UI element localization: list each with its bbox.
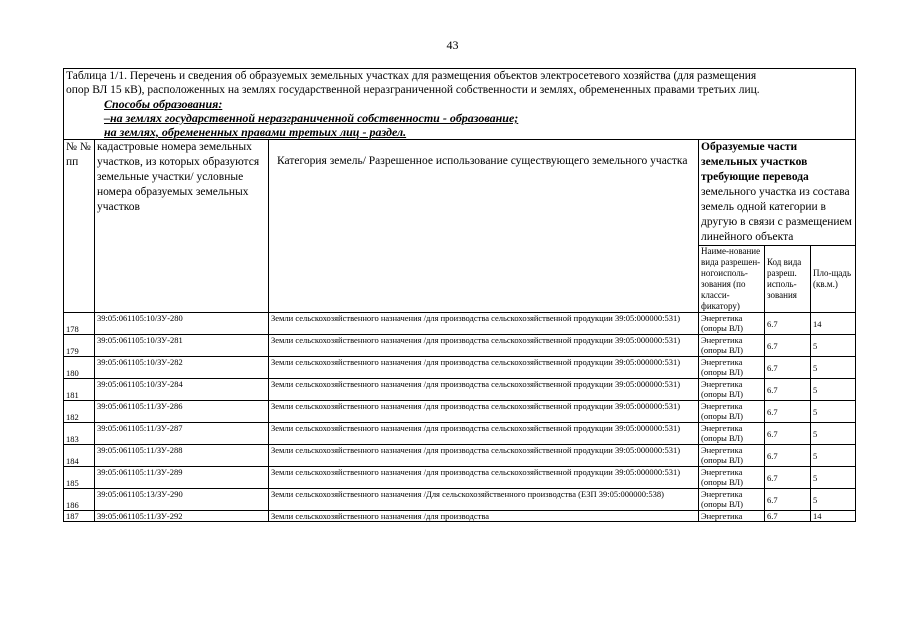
row-usage-name: Энергетика (опоры ВЛ) [699,335,765,357]
row-land-category: Земли сельскохозяйственного назначения /для производства сельскохозяйственной продукции 39:05:000000:531) [269,313,699,335]
row-usage-code: 6.7 [765,313,811,335]
row-usage-name: Энергетика (опоры ВЛ) [699,467,765,489]
row-land-category: Земли сельскохозяйственного назначения /для производства сельскохозяйственной продукции 39:05:000000:531) [269,401,699,423]
row-area: 14 [811,313,856,335]
row-number: 182 [64,401,95,423]
table-row [64,467,856,489]
column-header-row [64,140,856,246]
table-row [64,489,856,511]
land-plots-table-sheet [63,68,855,522]
row-number: 178 [64,313,95,335]
sub-header-usage-name: Наиме-нование вида разрешен-ногоисполь-зования (по класси-фикатору) [699,246,765,313]
sub-header-area: Пло-щадь (кв.м.) [811,246,856,313]
table-row [64,335,856,357]
table-title-line-2: опор ВЛ 15 кВ), расположенных на землях государственной неразграниченной собственности и землях, обремененных правами третьих лиц. [66,84,760,96]
method-division: на землях, обремененных правами третьих лиц - раздел. [104,125,407,139]
header-land-category: Категория земель/ Разрешенное использование существующего земельного участка [269,140,699,313]
table-row [64,423,856,445]
table-row [64,379,856,401]
row-cadastral-number: 39:05:061105:11/ЗУ-286 [95,401,269,423]
sub-header-usage-code: Код вида разреш. исполь-зования [765,246,811,313]
row-number: 186 [64,489,95,511]
table-title-cell [64,69,856,140]
table-row [64,511,856,522]
table-row [64,357,856,379]
row-number: 183 [64,423,95,445]
row-usage-code: 6.7 [765,511,811,522]
row-usage-code: 6.7 [765,379,811,401]
table-row [64,445,856,467]
row-usage-code: 6.7 [765,357,811,379]
header-cadastral-numbers: кадастровые номера земельных участков, из которых образуются земельные участки/ условные номера образуемых земельных участков [95,140,269,313]
row-usage-name: Энергетика [699,511,765,522]
header-formed-parts [699,140,856,246]
row-usage-name: Энергетика (опоры ВЛ) [699,313,765,335]
table-row [64,401,856,423]
row-land-category: Земли сельскохозяйственного назначения /Для сельскохозяйственного производства (ЕЗП 39:05:000000:538) [269,489,699,511]
row-usage-name: Энергетика (опоры ВЛ) [699,489,765,511]
header-formed-parts-rest: земельного участка из состава земель одной категории в другую в связи с размещением линейного объекта [701,186,852,243]
row-land-category: Земли сельскохозяйственного назначения /для производства сельскохозяйственной продукции 39:05:000000:531) [269,357,699,379]
row-cadastral-number: 39:05:061105:11/ЗУ-292 [95,511,269,522]
row-land-category: Земли сельскохозяйственного назначения /для производства сельскохозяйственной продукции 39:05:000000:531) [269,423,699,445]
row-usage-name: Энергетика (опоры ВЛ) [699,379,765,401]
row-number: 185 [64,467,95,489]
row-number: 181 [64,379,95,401]
row-cadastral-number: 39:05:061105:11/ЗУ-288 [95,445,269,467]
row-cadastral-number: 39:05:061105:10/ЗУ-281 [95,335,269,357]
row-cadastral-number: 39:05:061105:11/ЗУ-289 [95,467,269,489]
row-cadastral-number: 39:05:061105:13/ЗУ-290 [95,489,269,511]
row-number: 180 [64,357,95,379]
header-number: № № пп [64,140,95,313]
row-usage-name: Энергетика (опоры ВЛ) [699,445,765,467]
row-usage-code: 6.7 [765,423,811,445]
table-body [64,313,856,522]
row-area: 5 [811,357,856,379]
row-usage-code: 6.7 [765,445,811,467]
row-cadastral-number: 39:05:061105:10/ЗУ-280 [95,313,269,335]
row-cadastral-number: 39:05:061105:10/ЗУ-284 [95,379,269,401]
row-number: 184 [64,445,95,467]
table-title-line-1: Таблица 1/1. Перечень и сведения об образуемых земельных участках для размещения объектов электросетевого хозяйства (для размещения [66,70,757,82]
row-land-category: Земли сельскохозяйственного назначения /для производства сельскохозяйственной продукции 39:05:000000:531) [269,467,699,489]
row-usage-code: 6.7 [765,335,811,357]
row-number: 179 [64,335,95,357]
row-area: 5 [811,423,856,445]
header-formed-parts-bold: Образуемые части земельных участков требующие перевода [701,141,809,183]
row-area: 5 [811,467,856,489]
row-land-category: Земли сельскохозяйственного назначения /для производства сельскохозяйственной продукции 39:05:000000:531) [269,445,699,467]
row-usage-name: Энергетика (опоры ВЛ) [699,423,765,445]
land-plots-table [63,68,856,522]
row-area: 5 [811,401,856,423]
methods-heading: Способы образования: [104,97,223,111]
row-land-category: Земли сельскохозяйственного назначения /для производства [269,511,699,522]
row-usage-code: 6.7 [765,467,811,489]
row-cadastral-number: 39:05:061105:10/ЗУ-282 [95,357,269,379]
method-formation: –на землях государственной неразграниченной собственности - образование; [104,111,519,125]
row-number: 187 [64,511,95,522]
row-usage-name: Энергетика (опоры ВЛ) [699,401,765,423]
row-land-category: Земли сельскохозяйственного назначения /для производства сельскохозяйственной продукции 39:05:000000:531) [269,335,699,357]
table-row [64,313,856,335]
table-title-row [64,69,856,140]
row-area: 14 [811,511,856,522]
row-area: 5 [811,335,856,357]
row-usage-name: Энергетика (опоры ВЛ) [699,357,765,379]
row-area: 5 [811,445,856,467]
row-area: 5 [811,489,856,511]
row-land-category: Земли сельскохозяйственного назначения /для производства сельскохозяйственной продукции 39:05:000000:531) [269,379,699,401]
row-usage-code: 6.7 [765,489,811,511]
row-cadastral-number: 39:05:061105:11/ЗУ-287 [95,423,269,445]
row-usage-code: 6.7 [765,401,811,423]
page-number: 43 [446,38,459,52]
row-area: 5 [811,379,856,401]
